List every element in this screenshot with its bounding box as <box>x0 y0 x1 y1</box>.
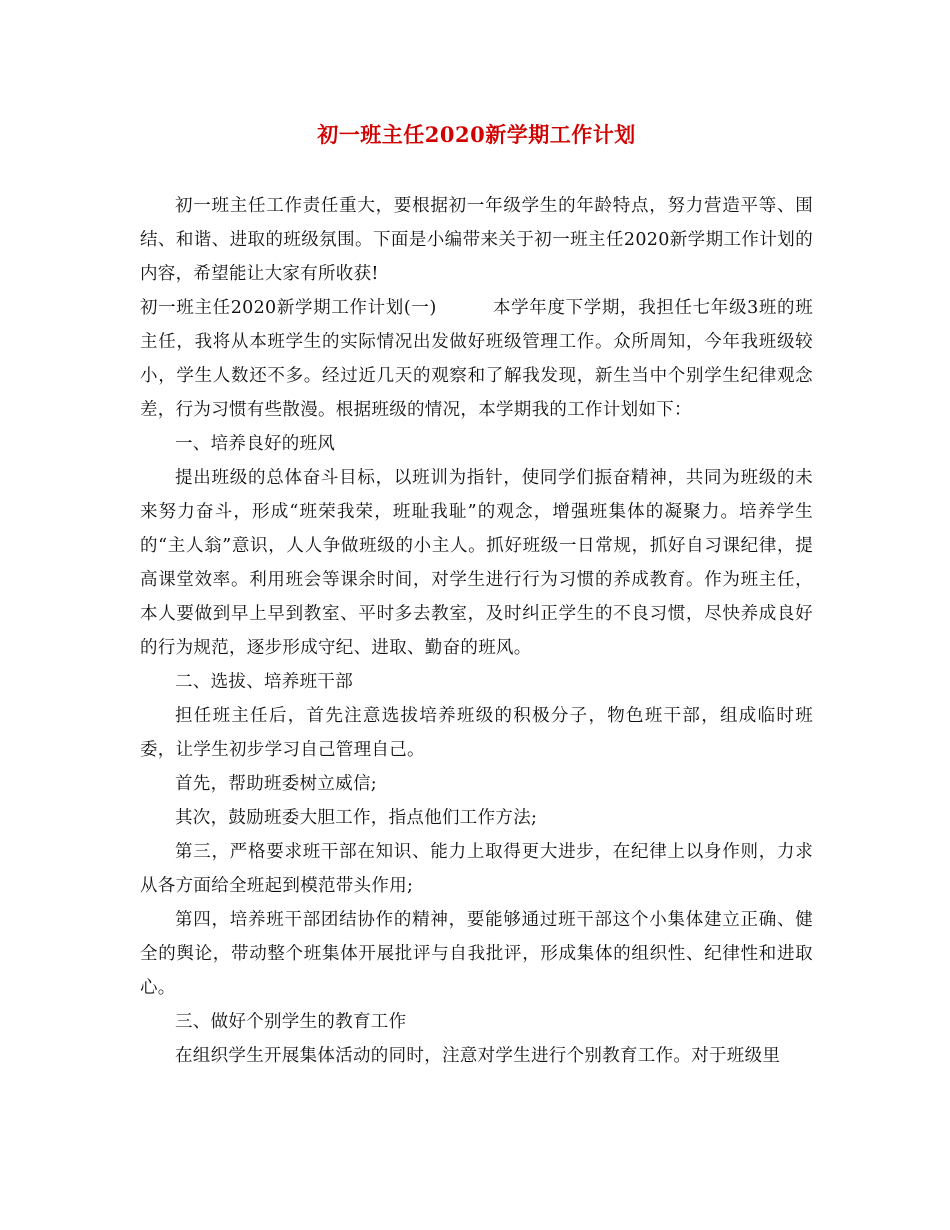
section3-body: 在组织学生开展集体活动的同时，注意对学生进行个别教育工作。对于班级里 <box>175 1046 781 1066</box>
section2-item-4: 第四，培养班干部团结协作的精神，要能够通过班干部这个小集体建立正确、健全的舆论，带动整个班集体开展批评与自我批评，形成集体的组织性、纪律性和进取心。 <box>140 910 813 998</box>
plan-intro-text: 本学年度下学期，我担任七年级3班的班主任，我将从本班学生的实际情况出发做好班级管理工作。众所周知，今年我班级较小，学生人数还不多。经过近几天的观察和了解我发现，新生当中个别学生纪律观念差，行为习惯有些散漫。根据班级的情况，本学期我的工作计划如下： <box>140 298 813 420</box>
section2-item-2: 其次，鼓励班委大胆工作，指点他们工作方法; <box>175 808 538 828</box>
section2-item-1: 首先，帮助班委树立威信; <box>175 774 377 794</box>
section1-body: 提出班级的总体奋斗目标，以班训为指针，使同学们振奋精神，共同为班级的未来努力奋斗，形成“班荣我荣，班耻我耻”的观念，增强班集体的凝聚力。培养学生的“主人翁”意识，人人争做班级的小主人。抓好班级一日常规，抓好自习课纪律，提高课堂效率。利用班会等课余时间，对学生进行行为习惯的养成教育。作为班主任，本人要做到早上早到教室、平时多去教室，及时纠正学生的不良习惯，尽快养成良好的行为规范，逐步形成守纪、进取、勤奋的班风。 <box>140 468 813 658</box>
intro-paragraph: 初一班主任工作责任重大，要根据初一年级学生的年龄特点，努力营造平等、围结、和谐、进取的班级氛围。下面是小编带来关于初一班主任2020新学期工作计划的内容，希望能让大家有所收获! <box>140 196 813 284</box>
section2-item-3: 第三，严格要求班干部在知识、能力上取得更大进步，在纪律上以身作则，力求从各方面给全班起到模范带头作用; <box>140 842 813 896</box>
section1-heading: 一、培养良好的班风 <box>175 434 336 454</box>
plan-heading: 初一班主任2020新学期工作计划(一) <box>140 298 437 318</box>
section2-heading: 二、选拔、培养班干部 <box>175 672 353 692</box>
section3-heading: 三、做好个别学生的教育工作 <box>175 1012 407 1032</box>
plan-paragraph <box>140 291 813 427</box>
document-title: 初一班主任2020新学期工作计划 <box>317 122 636 147</box>
section2-body: 担任班主任后，首先注意选拔培养班级的积极分子，物色班干部，组成临时班委，让学生初步学习自己管理自己。 <box>140 706 813 760</box>
